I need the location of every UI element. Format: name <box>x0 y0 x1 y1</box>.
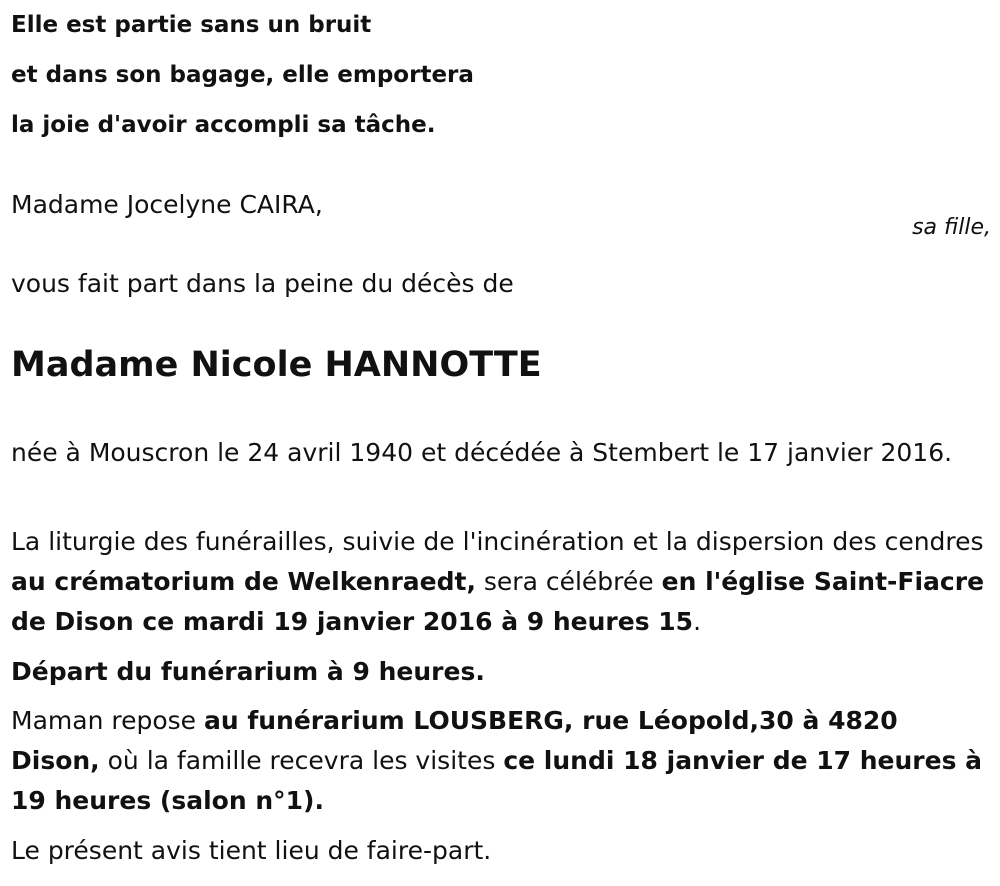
crematorium-location: au crématorium de Welkenraedt, <box>11 567 476 596</box>
viewing-text-2: où la famille recevra les visites <box>99 746 504 775</box>
liturgy-text-2: sera célébrée <box>475 567 662 596</box>
viewing-paragraph <box>11 701 991 821</box>
church-date-time: en l'église Saint-Fiacre de Dison ce mardi 19 janvier 2016 à 9 heures 15 <box>11 567 985 636</box>
birth-death-paragraph: née à Mouscron le 24 avril 1940 et décédée à Stembert le 17 janvier 2016. <box>11 438 953 467</box>
funeral-home-address: au funérarium LOUSBERG, rue Léopold,30 à 4820 Dison, <box>11 706 898 775</box>
obituary-notice <box>11 0 991 886</box>
deceased-name: Madame Nicole HANNOTTE <box>11 345 542 385</box>
poem-line-2: et dans son bagage, elle emportera <box>11 62 474 88</box>
poem-line-1: Elle est partie sans un bruit <box>11 12 372 38</box>
viewing-text-1: Maman repose <box>11 706 204 735</box>
departure-paragraph: Départ du funérarium à 9 heures. <box>11 657 485 686</box>
poem-line-3: la joie d'avoir accompli sa tâche. <box>11 112 436 138</box>
liturgy-text-1: La liturgie des funérailles, suivie de l'incinération et la dispersion des cendres <box>11 527 984 556</box>
notice-paragraph: Le présent avis tient lieu de faire-part. <box>11 836 492 865</box>
intro-text: vous fait part dans la peine du décès de <box>11 269 514 298</box>
liturgy-paragraph <box>11 522 991 642</box>
visit-time: ce lundi 18 janvier de 17 heures à 19 heures (salon n°1). <box>11 746 983 815</box>
announcer-name: Madame Jocelyne CAIRA, <box>11 190 323 219</box>
liturgy-end: . <box>693 607 702 636</box>
announcer-relation: sa fille, <box>912 215 991 240</box>
